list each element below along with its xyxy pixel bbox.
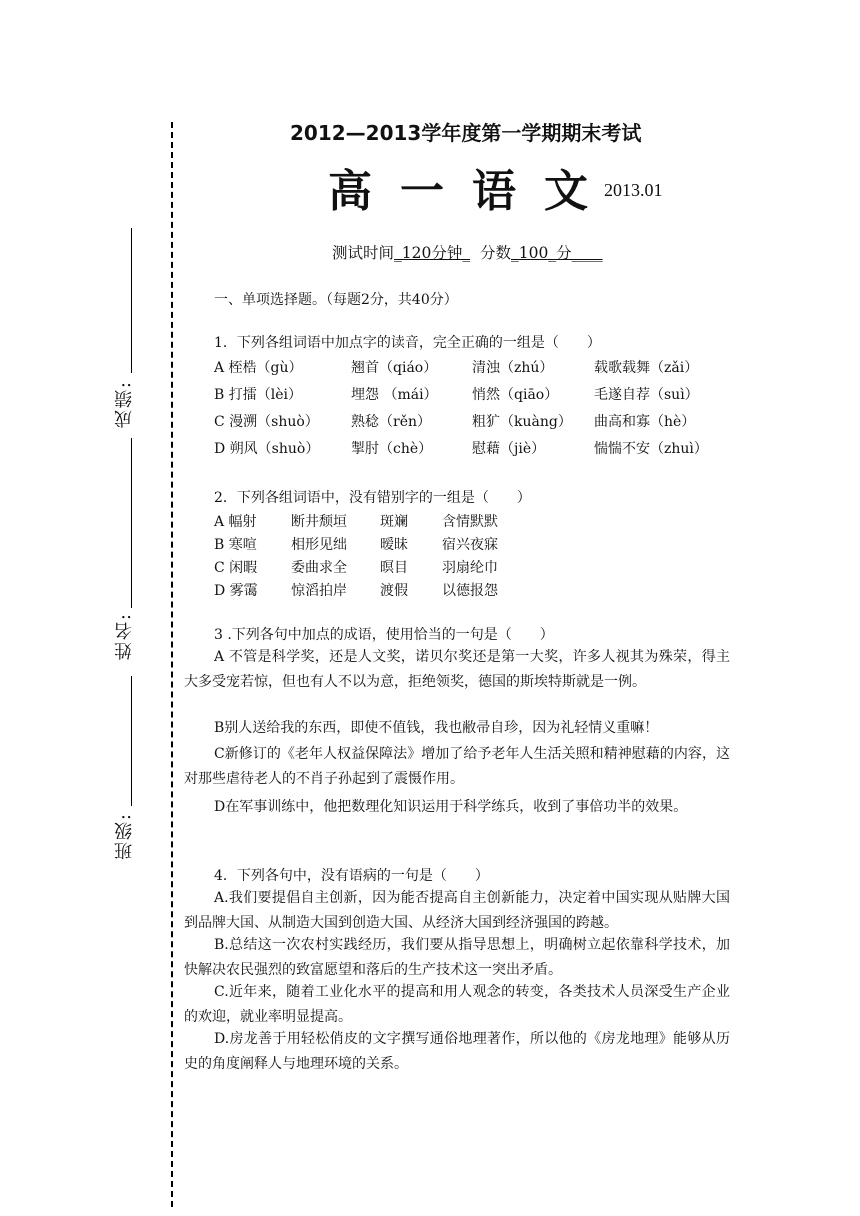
name-label: 姓名: (114, 612, 135, 661)
q1-b-4: 毛遂自荐（suì） (594, 387, 699, 403)
q2-a-1: A 幅射 (214, 514, 257, 530)
q4-option-c: C.近年来，随着工业化水平的提高和用人观念的转变，各类技术人员深受生产企业的欢迎，就业率明显提高。 (184, 984, 730, 1025)
q1-a-3: 清浊（zhú） (472, 360, 554, 376)
binding-dashed-line (171, 122, 173, 1207)
q4-option-a: A.我们要提倡自主创新，因为能否提高自主创新能力，决定着中国实现从贴牌大国到品牌大国、从制造大国到创造大国、从经济大国到经济强国的跨越。 (184, 890, 730, 931)
q3-option-c: C新修订的《老年人权益保障法》增加了给予老年人生活关照和精神慰藉的内容，这对那些虐待老人的不肖子孙起到了震慑作用。 (184, 746, 730, 787)
score-label: 成绩: (114, 380, 135, 429)
time-label: 测试时间 (332, 244, 395, 262)
q1-c-1: C 漫溯（shuò） (214, 414, 319, 430)
q1-d-2: 掣肘（chè） (351, 441, 433, 457)
time-value: _120分钟_ (394, 244, 471, 262)
q2-c-2: 委曲求全 (291, 560, 347, 576)
q1-c-2: 熟稔（rěn） (351, 414, 431, 430)
q2-a-2: 断井颓垣 (291, 514, 347, 530)
q1-stem: 1．下列各组词语中加点字的读音，完全正确的一组是（ ） (214, 335, 601, 351)
score-label-text: 分数 (479, 244, 511, 262)
q2-d-1: D 雾霭 (214, 583, 258, 599)
q1-d-4: 惴惴不安（zhuì） (594, 441, 708, 457)
q2-c-1: C 闲暇 (214, 560, 258, 576)
q1-b-3: 悄然（qiāo） (472, 387, 559, 403)
q1-d-1: D 朔风（shuò） (214, 441, 320, 457)
q1-c-4: 曲高和寡（hè） (594, 414, 696, 430)
q4-option-b: B.总结这一次农村实践经历，我们要从指导思想上，明确树立起依靠科学技术，加快解决农民强烈的致富愿望和落后的生产技术这一突出矛盾。 (184, 937, 730, 978)
class-blank-line (131, 676, 132, 806)
subject-title: 高一语文 (328, 166, 616, 217)
section-heading: 一、单项选择题。（每题2分，共40分） (214, 292, 458, 308)
q1-c-3: 粗犷（kuàng） (472, 414, 572, 430)
q3-option-a: A 不管是科学奖，还是人文奖，诺贝尔奖还是第一大奖，许多人视其为殊荣，得主大多受宠若惊，但也有人不以为意，拒绝领奖，德国的斯埃特斯就是一例。 (184, 649, 730, 690)
q2-d-4: 以德报怨 (442, 583, 498, 599)
q2-c-4: 羽扇纶巾 (442, 560, 498, 576)
q3-option-b: B别人送给我的东西，即使不值钱，我也敝帚自珍，因为礼轻情义重嘛！ (214, 720, 659, 736)
q2-c-3: 暝目 (380, 560, 408, 576)
q2-a-4: 含情默默 (442, 514, 498, 530)
q1-d-3: 慰藉（jiè） (472, 441, 546, 457)
q2-d-2: 惊滔拍岸 (291, 583, 347, 599)
q2-stem: 2．下列各组词语中，没有错别字的一组是（ ） (214, 490, 531, 506)
q3-stem: 3 .下列各句中加点的成语，使用恰当的一句是（ ） (214, 627, 554, 643)
q2-b-4: 宿兴夜寐 (442, 537, 498, 553)
time-score-info (332, 241, 603, 263)
exam-date: 2013.01 (604, 180, 663, 200)
q3-option-d: D在军事训练中，他把数理化知识运用于科学练兵，收到了事倍功半的效果。 (214, 799, 688, 815)
score-value: _100_分____ (510, 244, 603, 262)
q2-d-3: 渡假 (380, 583, 408, 599)
q2-b-3: 暧昧 (380, 537, 408, 553)
q1-a-1: A 桎梏（gù） (214, 360, 303, 376)
q1-a-2: 翘首（qiáo） (351, 360, 438, 376)
exam-title: 2012—2013学年度第一学期期末考试 (290, 121, 642, 145)
q1-a-4: 载歌载舞（zǎi） (594, 360, 699, 376)
q2-b-2: 相形见绌 (291, 537, 347, 553)
score-blank-line (131, 228, 132, 373)
name-blank-line (131, 438, 132, 608)
q1-b-1: B 打擂（lèi） (214, 387, 302, 403)
q4-stem: 4．下列各句中，没有语病的一句是（ ） (214, 868, 489, 884)
class-label: 班级: (114, 812, 135, 861)
q4-option-d: D.房龙善于用轻松俏皮的文字撰写通俗地理著作，所以他的《房龙地理》能够从历史的角度阐释人与地理环境的关系。 (184, 1031, 730, 1072)
q1-b-2: 埋怨 （mái） (351, 387, 438, 403)
q2-b-1: B 寒喧 (214, 537, 257, 553)
q2-a-3: 斑斓 (380, 514, 408, 530)
